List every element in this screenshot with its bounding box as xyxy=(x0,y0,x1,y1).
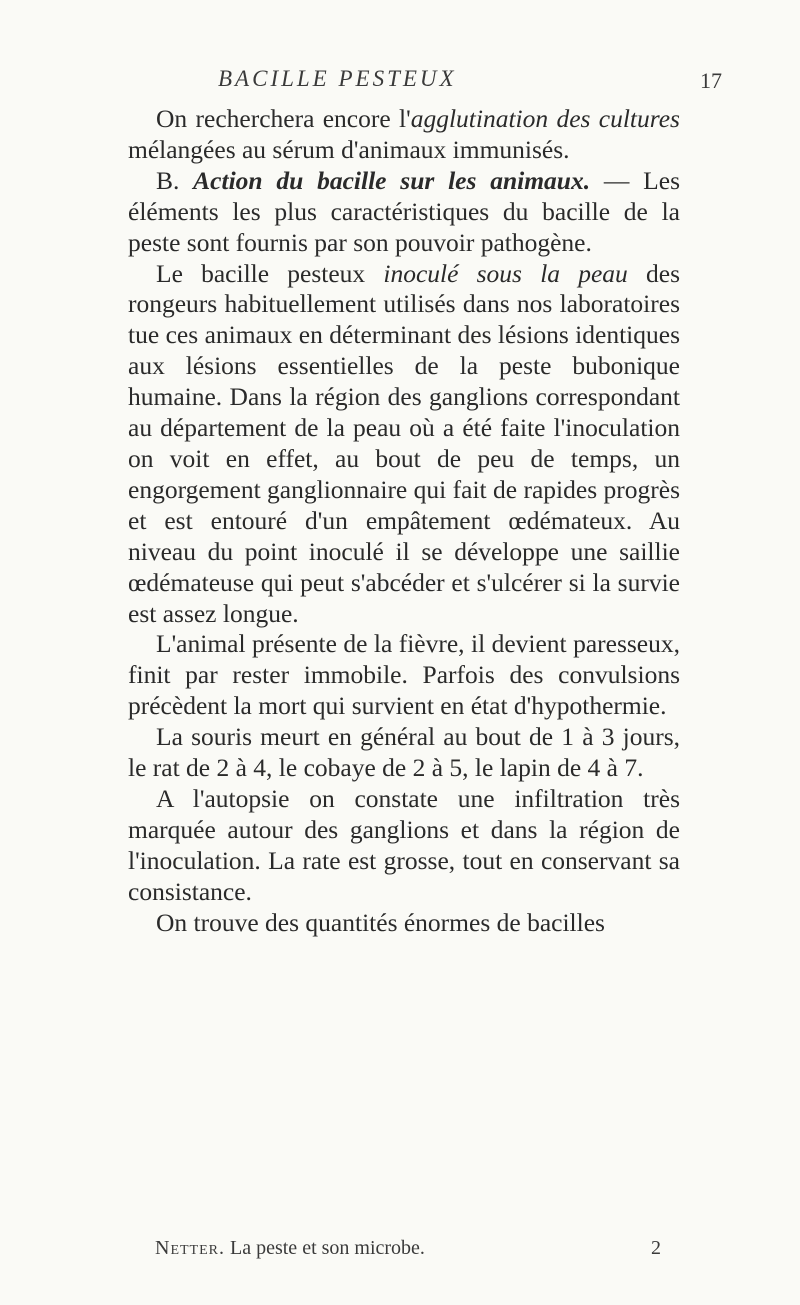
paragraph-survival: La souris meurt en général au bout de 1 à 3 jours, le rat de 2 à 4, le cobaye de 2 à 5, le lapin de 4 à 7. xyxy=(128,722,680,783)
page-number: 17 xyxy=(700,68,722,93)
paragraph-agglutination xyxy=(128,104,680,166)
emphasis-text: inoculé sous la peau xyxy=(383,258,628,288)
paragraph-symptoms: L'animal présente de la fièvre, il devient paresseux, finit par rester immobile. Parfois des convulsions précèdent la mort qui survient en état d'hypothermie. xyxy=(128,629,680,721)
section-heading: Action du bacille sur les animaux. xyxy=(193,165,591,195)
paragraph-text: mélangées au sérum d'animaux immunisés. xyxy=(128,134,570,164)
page-footer xyxy=(155,1237,675,1265)
body-text xyxy=(128,104,680,938)
section-letter: B. xyxy=(156,165,194,195)
footer-author: Netter. xyxy=(155,1237,225,1259)
paragraph-text: Le bacille pesteux xyxy=(156,258,384,288)
running-head xyxy=(0,66,800,96)
footer-signature: 2 xyxy=(651,1237,661,1259)
paragraph-text: On recherchera encore l' xyxy=(156,104,411,133)
paragraph-text: des rongeurs habituellement utilisés dans nos laboratoires tue ces animaux en déterminant des lésions identiques aux lésions essentielles de la peste bubonique humaine. Dans la région des ganglions correspondant au département de la peau où a été faite l'inoculation on voit en effet, au bout de peu de temps, un engorgement ganglionnaire qui fait de rapides progrès et est entouré d'un empâtement œdémateux. Au niveau du point inoculé il se développe une saillie œdémateuse qui peut s'abcéder et s'ulcérer si la survie est assez longue. xyxy=(128,258,680,628)
paragraph-text: — Les éléments les plus caractéristiques du bacille de la peste sont fournis par son pouvoir pathogène. xyxy=(128,165,680,257)
footer-book-title: La peste et son microbe. xyxy=(225,1237,425,1259)
emphasis-text: agglutination des cultures xyxy=(410,104,680,133)
paragraph-bacilli: On trouve des quantités énormes de bacilles xyxy=(156,907,605,937)
running-title: BACILLE PESTEUX xyxy=(218,66,457,91)
paragraph-inoculation xyxy=(128,259,680,630)
section-action-paragraph xyxy=(128,166,680,259)
paragraph-autopsy: A l'autopsie on constate une infiltration très marquée autour des ganglions et dans la région de l'inoculation. La rate est grosse, tout en conservant sa consistance. xyxy=(128,783,680,906)
